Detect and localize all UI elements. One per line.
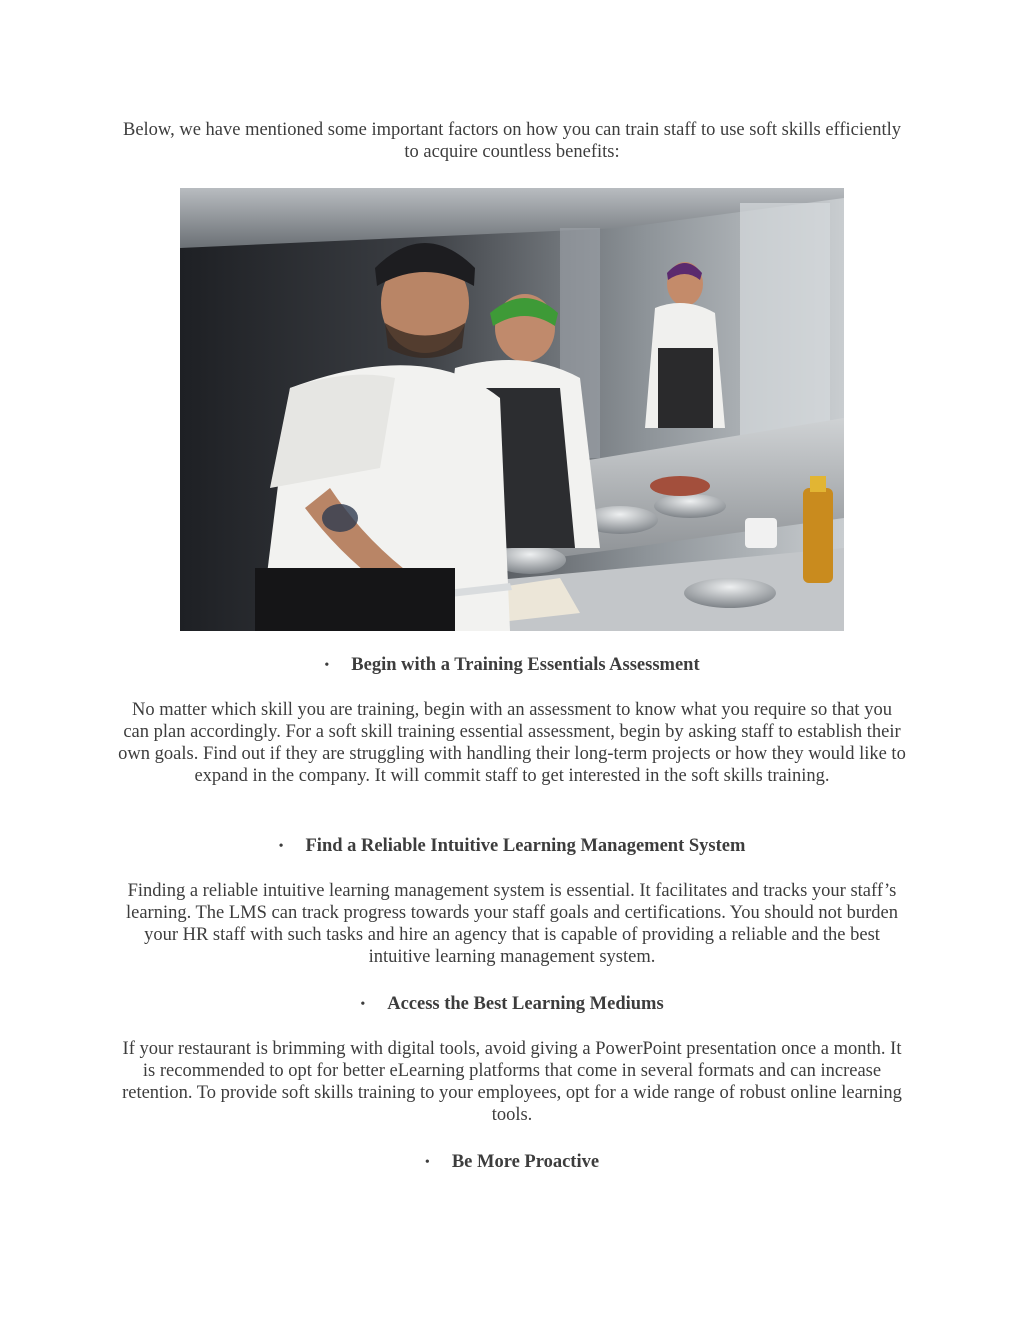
section-heading-text: Begin with a Training Essentials Assessment bbox=[351, 655, 700, 675]
section-heading bbox=[0, 835, 1024, 858]
section-heading bbox=[0, 993, 1024, 1016]
section-heading bbox=[0, 654, 1024, 677]
intro-paragraph: Below, we have mentioned some important factors on how you can train staff to use soft skills efficiently to acquire countless benefits: bbox=[122, 120, 902, 162]
section-heading-text: Find a Reliable Intuitive Learning Management System bbox=[305, 836, 746, 856]
section-heading-text: Access the Best Learning Mediums bbox=[387, 994, 664, 1014]
bullet-icon: • bbox=[324, 658, 330, 673]
section-paragraph: If your restaurant is brimming with digital tools, avoid giving a PowerPoint presentation once a month. It is recommended to opt for better eLearning platforms that come in several formats and can increase retention. To provide soft skills training to your employees, opt for a wide range of robust online learning tools. bbox=[122, 1039, 902, 1125]
section-heading-text: Be More Proactive bbox=[451, 1152, 600, 1172]
bullet-icon: • bbox=[360, 997, 366, 1012]
section-paragraph: Finding a reliable intuitive learning management system is essential. It facilitates and tracks your staff’s learning. The LMS can track progress towards your staff goals and certifications. You should not burden your HR staff with such tasks and hire an agency that is capable of providing a reliable and the best intuitive learning management system. bbox=[125, 881, 899, 967]
section-paragraph: No matter which skill you are training, begin with an assessment to know what you require so that you can plan accordingly. For a soft skill training essential assessment, begin by asking staff to establish their own goals. Find out if they are struggling with handling their long-term projects or how they would like to expand in the company. It will commit staff to get interested in the soft skills training. bbox=[118, 700, 906, 786]
bullet-icon: • bbox=[424, 1155, 430, 1170]
bullet-icon: • bbox=[278, 839, 284, 854]
kitchen-staff-photo bbox=[180, 188, 844, 631]
section-heading bbox=[0, 1151, 1024, 1174]
